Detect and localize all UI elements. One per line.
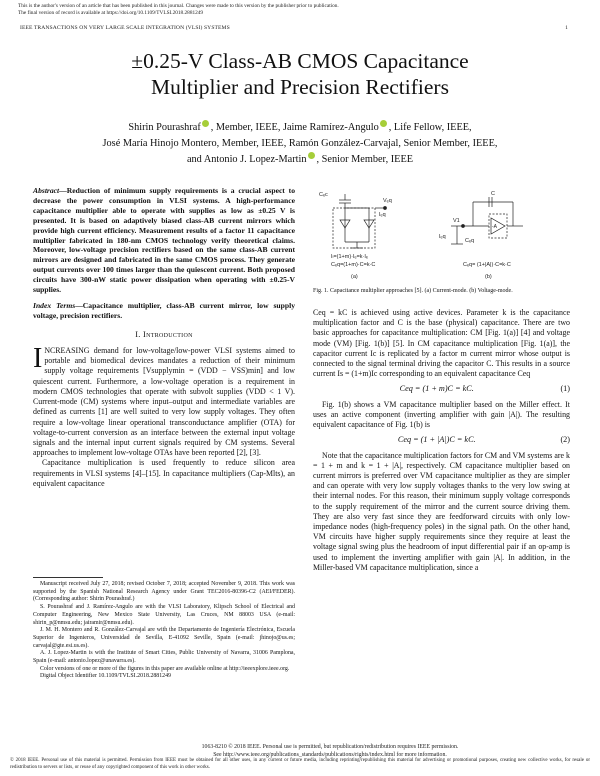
title-line-1: ±0.25-V Class-AB CMOS Capacitance: [131, 49, 469, 73]
intro-paragraph-1: [33, 343, 295, 458]
figure-a-equation-2: Cₑq=(1+m)·C=k·C: [331, 262, 376, 268]
paper-title: [40, 48, 560, 100]
minus-a-label: -A: [492, 224, 497, 230]
footnote: S. Pourashraf and J. Ramírez-Angulo are with the VLSI Laboratory, Klipsch School of Electrical and Computer Engineering, New Mexico State University, Las Cruces, NM 88003 USA (e-mail: shirin_p@nmsu.edu; jairamir@nmsu.edu).: [33, 604, 295, 626]
ieq-label: Iₑq: [379, 212, 386, 218]
equation-1-number: (1): [560, 384, 570, 394]
right-column: [313, 308, 570, 573]
right-paragraph-3: Note that the capacitance multiplication factors for CM and VM systems are k = 1 + m and k = 1 + |A|, respectively. CM capacitance multiplier based on current mirrors is preferred over VM capacitance multiplier as they are simpler and can operate with very low supply voltages thanks to the very low swing at their internal nodes. For this reason, their minimum supply voltage corresponds to the supply requirement of the mirror and the current source driving them. They are also very fast since they are feedforward circuits with only low-impedance nodes (high-frequency poles) in the signal path. On the other hand, VM circuits have higher supply requirements since they require at least the voltage signal swing plus the headroom of input differential pair if an op-amp is used to implement the inverting amplifier with gain |A|. In addition, in the Miller-based VM capacitance multiplication, since a: [313, 450, 570, 572]
publication-notice: [18, 3, 339, 17]
author-affil: , Life Fellow, IEEE,: [388, 122, 472, 133]
author-name: Shirin Pourashraf: [128, 122, 201, 133]
section-heading: I. Introduction: [135, 329, 193, 339]
notice-line-2: The final version of record is available at https://doi.org/10.1109/TVLSI.2018.2881249: [18, 10, 204, 16]
terminal: [384, 207, 387, 210]
ceq-label: Cₑq: [465, 238, 475, 244]
footnotes: [33, 577, 295, 681]
left-column: [33, 186, 295, 489]
copyright-line-1: 1063-8210 © 2018 IEEE. Personal use is permitted, but republication/redistribution requires IEEE permission.: [201, 744, 459, 750]
footnote: J. M. H. Montero and R. González-Carvajal are with the Departamento de Ingeniería Electrónica, Escuela Superior de Ingenieros, Universidad de Sevilla, E-41092 Seville, Spain (e-mail: jhinojo@us.es; carvajal@gte.esi.us.es).: [33, 627, 295, 649]
author-name: and Antonio J. Lopez-Martin: [186, 153, 307, 165]
equation-1: [313, 384, 570, 394]
author-affil: , Senior Member, IEEE: [316, 153, 414, 165]
abstract-lead: Abstract: [33, 186, 60, 195]
right-paragraph-2: Fig. 1(b) shows a VM capacitance multiplier based on the Miller effect. It uses an active component (inverting amplifier with gain |A|). The resulting equivalent capacitance of Fig. 1(b) is: [313, 399, 570, 430]
copyright-line-2: See http://www.ieee.org/publications_standards/publications/rights/index.html for more information.: [213, 751, 447, 758]
title-line-2: Multiplier and Precision Rectifiers: [151, 75, 449, 99]
v1-label: V1: [453, 218, 460, 224]
author-list: [30, 120, 570, 167]
index-terms-text: —Capacitance multiplier, class-AB current mirror, low supply voltage, precision rectifiers.: [33, 300, 296, 320]
footnote: A. J. Lopez-Martin is with the Institute of Smart Cities, Public University of Navarra, 31006 Pamplona, Spain (e-mail: antonio.lopez@unavarra.es).: [33, 650, 295, 665]
index-terms: [33, 301, 295, 321]
figure-caption: Fig. 1. Capacitance multiplier approaches [5]. (a) Current-mode. (b) Voltage-mode.: [313, 288, 513, 294]
ieq-label-b: Iₑq: [439, 234, 446, 240]
copyright-notice: [100, 744, 560, 759]
equation-2-number: (2): [560, 435, 570, 445]
journal-name: IEEE TRANSACTIONS ON VERY LARGE SCALE INTEGRATION (VLSI) SYSTEMS: [20, 25, 230, 31]
running-head: [20, 25, 568, 31]
figure-a-equation-1: Iₗ=(1+m)·Iₑ=k·Iₑ: [331, 254, 368, 260]
footnote: Manuscript received July 27, 2018; revised October 7, 2018; accepted November 9, 2018. This work was supported by the Spanish National Research Agency under Grant TEC2016-80396-C2 (AEI/FEDER). (Corresponding author: Shirin Pourashraf.): [33, 581, 295, 603]
figure-b-equation: Cₑq= (1+|A|)·C=k·C: [463, 262, 511, 268]
equation-1-body: Ceq = (1 + m)C = kC.: [399, 384, 474, 394]
abstract: [33, 186, 295, 295]
equation-2-body: Ceq = (1 + |A|)C = kC.: [397, 435, 476, 445]
author-affil: , Member, IEEE, Jaime Ramírez-Angulo: [210, 122, 379, 133]
orcid-icon[interactable]: [202, 120, 209, 127]
c-label: C: [491, 191, 495, 197]
author-line-2: José María Hinojo Montero, Member, IEEE, Ramón González-Carvajal, Senior Member, IEEE,: [102, 137, 498, 149]
orcid-icon[interactable]: [380, 120, 387, 127]
cec-label: Cₑc: [319, 192, 328, 198]
notice-line-1: This is the author's version of an article that has been published in this journal. Changes were made to this version by the publisher prior to publication.: [18, 3, 339, 9]
page-number: 1: [565, 25, 568, 31]
figure-1: [313, 186, 570, 282]
abstract-text: —Reduction of minimum supply requirements is a crucial aspect to decrease the power consumption in VLSI systems. A high-performance capacitance multiplier able to operate with supplies as low as ±0.25 V is presented. It is based on adaptively biased class-AB current mirrors which provide high current efficiency. Measurement results of a factor 11 capacitance multiplier fabricated in 180-nm CMOS technology verify theoretical claims. Moreover, low-voltage precision rectifiers based on the same class-AB current mirrors are designed and fabricated in the same CMOS process. They generate output currents over 100 times larger than the quiescent current. Both proposed circuits have 300-nW static power dissipation when operating with ±0.25-V supplies.: [33, 186, 295, 295]
right-paragraph-1: Ceq = kC is achieved using active devices. Parameter k is the capacitance multiplication factor and C is the base (physical) capacitance. There are two basic approaches for capacitance multiplication: CM [Fig. 1(a)] [4] and voltage mode (VM) [Fig. 1(b)] [5]. In CM capacitance multiplication [Fig. 1(a)], the capacitor current Ic is replicated by a factor m current mirror whose output is connected to the signal terminal driving the capacitor C. This results in a source current Is = (1+m)Ic corresponding to an equivalent capacitance Ceq: [313, 308, 570, 379]
orcid-icon[interactable]: [308, 152, 315, 159]
figure-b-label: (b): [485, 274, 492, 280]
footnote: Digital Object Identifier 10.1109/TVLSI.2018.2881249: [40, 673, 171, 680]
veq-label: Vₑq: [383, 198, 392, 204]
figure-a-label: (a): [351, 274, 358, 280]
equation-2: [313, 435, 570, 445]
intro-paragraph-2: Capacitance multiplication is used frequently to reduce silicon area requirements in VLSI systems [4]–[15]. In capacitance multipliers (Cap-Mlts), an equivalent capacitance: [33, 458, 295, 488]
drop-cap: I: [33, 343, 43, 375]
footnote-rule: [33, 577, 103, 578]
index-terms-lead: Index Terms: [33, 300, 76, 310]
footnote: Color versions of one or more of the figures in this paper are available online at http://ieeexplore.ieee.org.: [40, 665, 290, 672]
intro-paragraph-1-text: NCREASING demand for low-voltage/low-power VLSI systems aimed to portable and biomedical devices mandates a reduction of their minimum supply voltage requirements [Vsupplymin = (VDD − VSS)min] and low quiescent current. Furthermore, a low-voltage operation is a requirement in modern CMOS technologies that operate with subvolt supplies (VDD < 1 V). Current-mode (CM) systems where input–output and intermediate variables are defined as currents [1] are well suited to very low supply voltages. They often require a low-voltage linear operational transconductance amplifier (OTA) for voltage-to-current conversion as an interface between the external input voltage signals and the internal input current signals required by CM systems. Several approaches to implement low-voltage OTAs have been reported [2], [3].: [33, 346, 295, 458]
bottom-notice: © 2018 IEEE. Personal use of this material is permitted. Permission from IEEE must be obtained for all other uses, in any current or future media, including reprinting/republishing this material for advertising or promotional purposes, creating new collective works, for resale or redistribution to servers or lists, or reuse of any copyrighted component of this work in other works.: [10, 758, 590, 770]
